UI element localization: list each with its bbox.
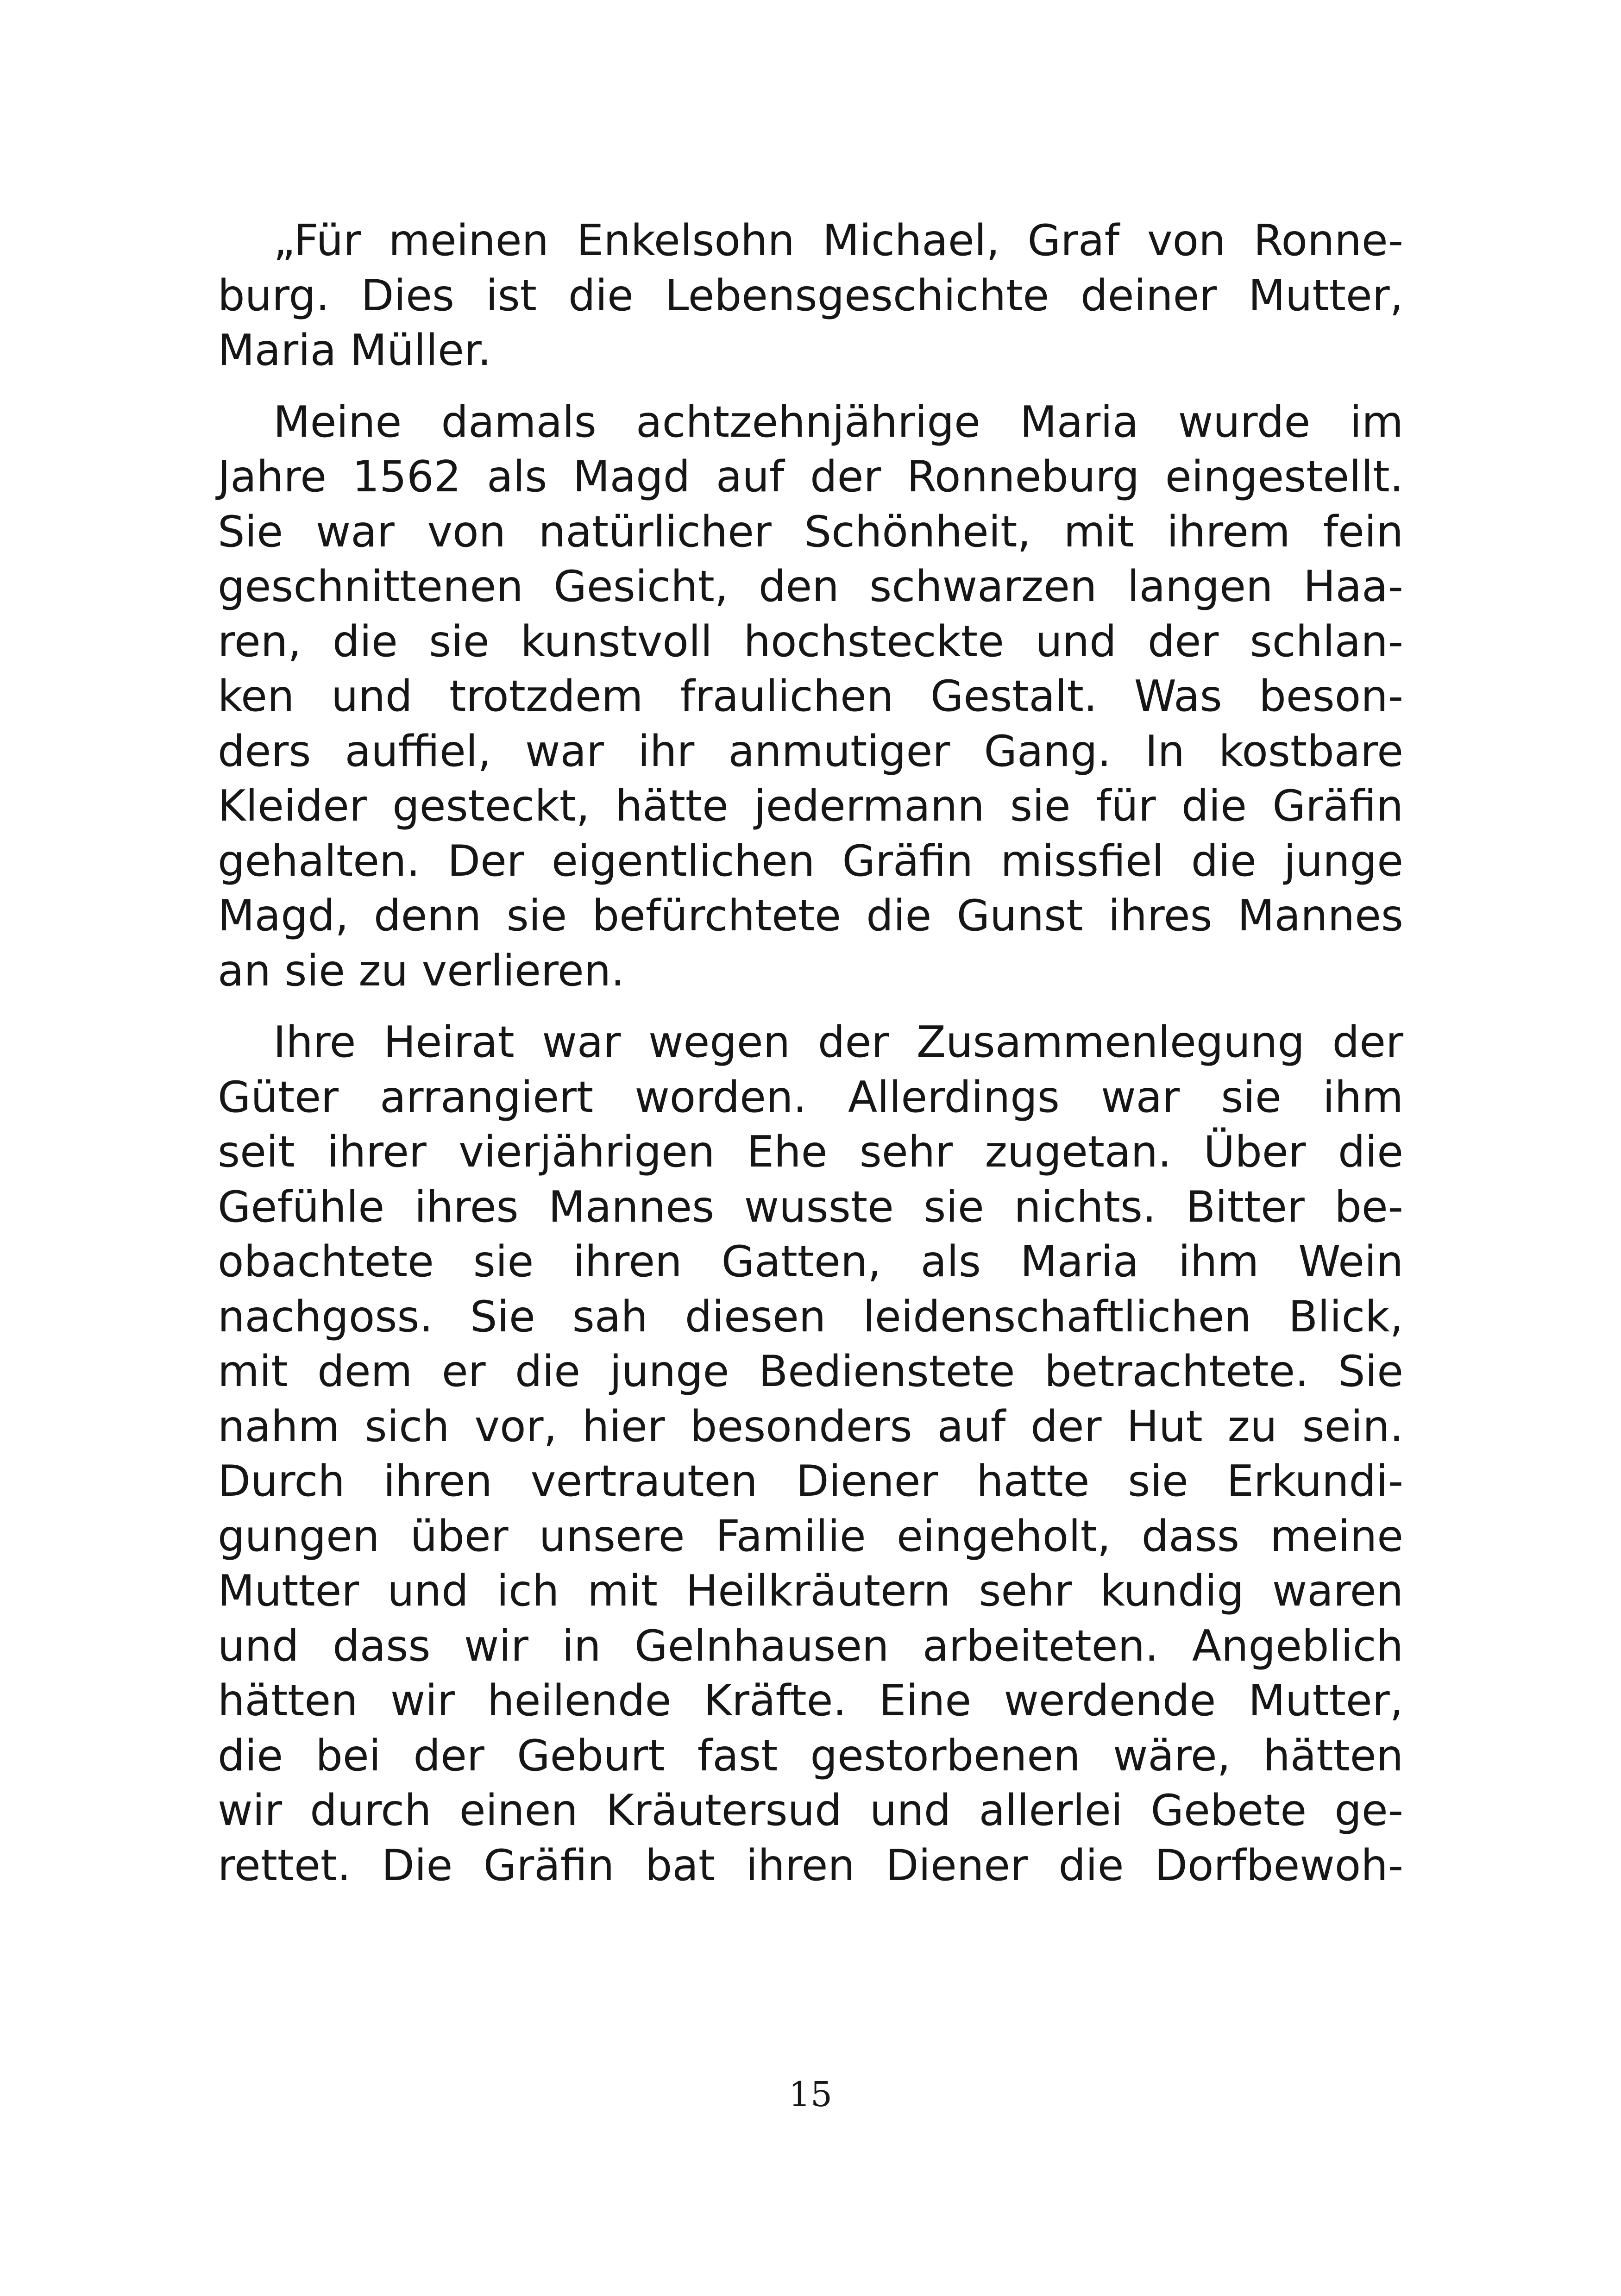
paragraph-3: [218, 1015, 1403, 1893]
text-line: wir durch einen Kräutersud und allerlei Gebete ge-: [218, 1785, 1403, 1835]
text-line: die bei der Geburt fast gestorbenen wäre, hätten: [218, 1730, 1403, 1781]
body-text: [218, 213, 1403, 1893]
text-line: mit dem er die junge Bedienstete betrachtete. Sie: [218, 1346, 1403, 1396]
text-line: Durch ihren vertrauten Diener hatte sie Erkundi-: [218, 1456, 1403, 1506]
text-line: rettet. Die Gräfin bat ihren Diener die Dorfbewoh-: [218, 1840, 1403, 1890]
text-line: Güter arrangiert worden. Allerdings war sie ihm: [218, 1072, 1403, 1122]
page-number: 15: [788, 2075, 833, 2114]
text-line: Magd, denn sie befürchtete die Gunst ihres Mannes: [218, 891, 1403, 941]
text-line: geschnittenen Gesicht, den schwarzen langen Haa-: [218, 561, 1403, 611]
text-line: Gefühle ihres Mannes wusste sie nichts. Bitter be-: [218, 1181, 1403, 1232]
text-line: gehalten. Der eigentlichen Gräfin missfiel die junge: [218, 835, 1403, 886]
text-line: ren, die sie kunstvoll hochsteckte und der schlan-: [218, 616, 1403, 666]
text-line: an sie zu verlieren.: [218, 945, 625, 996]
text-line: „Für meinen Enkelsohn Michael, Graf von Ronne-: [273, 215, 1403, 265]
text-line: Kleider gesteckt, hätte jedermann sie für die Gräfin: [218, 781, 1403, 831]
text-line: hätten wir heilende Kräfte. Eine werdende Mutter,: [218, 1675, 1403, 1725]
text-line: nachgoss. Sie sah diesen leidenschaftlichen Blick,: [218, 1291, 1403, 1342]
text-line: und dass wir in Gelnhausen arbeiteten. Angeblich: [218, 1620, 1403, 1671]
text-line: Meine damals achtzehnjährige Maria wurde im: [273, 396, 1403, 447]
text-line: Maria Müller.: [218, 325, 491, 375]
text-line: gungen über unsere Familie eingeholt, dass meine: [218, 1511, 1403, 1561]
paragraph-2: [218, 395, 1403, 998]
text-line: obachtete sie ihren Gatten, als Maria ihm Wein: [218, 1236, 1403, 1286]
text-line: burg. Dies ist die Lebensgeschichte deiner Mutter,: [218, 270, 1403, 320]
paragraph-1: [218, 213, 1403, 378]
text-line: ders auffiel, war ihr anmutiger Gang. In kostbare: [218, 726, 1403, 776]
text-line: Ihre Heirat war wegen der Zusammenlegung der: [273, 1017, 1403, 1067]
text-line: nahm sich vor, hier besonders auf der Hut zu sein.: [218, 1401, 1403, 1451]
text-line: Mutter und ich mit Heilkräutern sehr kundig waren: [218, 1566, 1403, 1616]
text-line: Jahre 1562 als Magd auf der Ronneburg eingestellt.: [218, 452, 1403, 502]
text-line: ken und trotzdem fraulichen Gestalt. Was beson-: [218, 671, 1403, 721]
text-line: Sie war von natürlicher Schönheit, mit ihrem fein: [218, 506, 1403, 557]
text-line: seit ihrer vierjährigen Ehe sehr zugetan. Über die: [218, 1127, 1403, 1177]
